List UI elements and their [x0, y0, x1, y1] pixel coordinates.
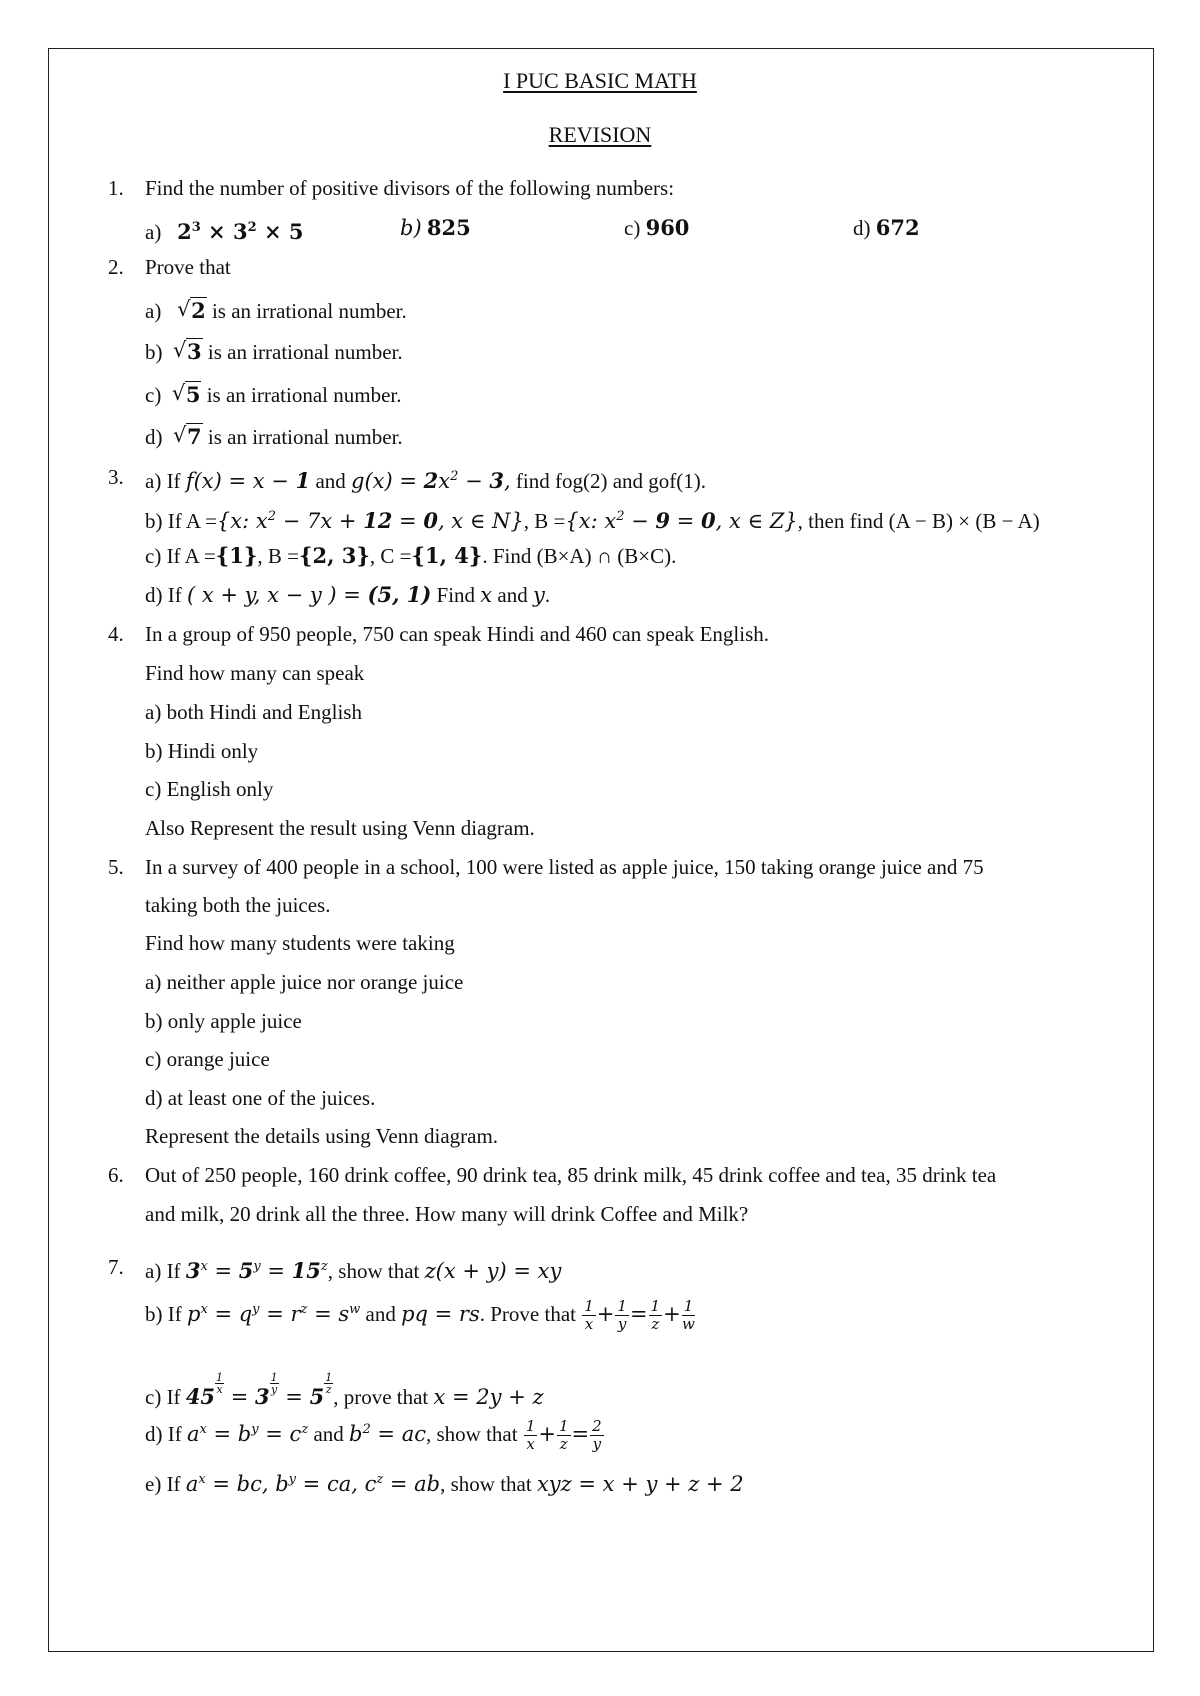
sub-question-a — [145, 297, 407, 325]
sub-question-d: d) If $a^x = b^y = c^z$ and $b^2$ = ac, show that $\frac{1}{x}$ + $\frac{1}{z}$ = $\frac{2}{y}$ — [145, 1416, 605, 1453]
sub-question-b: b) Hindi only — [145, 739, 259, 763]
option-c — [624, 214, 689, 242]
page-border — [48, 48, 1154, 1652]
math-expression: z(x + y) = xy — [424, 1259, 562, 1283]
math-expression: $\frac{1}{x}$ + $\frac{1}{z}$ = $\frac{2}{y}$ — [525, 1417, 602, 1453]
question-text: Out of 250 people, 160 drink coffee, 90 drink tea, 85 drink milk, 45 drink coffee and tea, 35 drink tea — [145, 1163, 997, 1187]
math-expression: $\frac{1}{x}$ + $\frac{1}{y}$ = $\frac{1}{z}$ + $\frac{1}{w}$ — [584, 1297, 695, 1333]
square-root: √ 2 — [177, 297, 207, 325]
math-expression: f(x) = x − 1 — [185, 468, 311, 493]
sub-question-b: b) only apple juice — [145, 1009, 302, 1033]
question-text: and milk, 20 drink all the three. How many will drink Coffee and Milk? — [145, 1202, 749, 1226]
sub-question-text: is an irrational number. — [211, 299, 407, 323]
math-expression: {x: $x^2 - 7x + 12 = 0$, x ∈ N} — [216, 508, 524, 533]
math-expression: {1, 4} — [411, 543, 483, 568]
math-expression: xyz = x + y + z + 2 — [536, 1472, 744, 1496]
square-root: √ 3 — [173, 338, 203, 366]
option-d — [853, 214, 920, 242]
math-expression: 45 $\frac{1}{x}$ = 3 $\frac{1}{y}$ = 5 $\frac{1}{z}$ — [185, 1371, 333, 1409]
option-label: a) — [145, 220, 162, 244]
sub-question-d: d) If ( x + y, x − y ) = (5, 1) Find x and y. — [145, 582, 551, 607]
sub-question-text: is an irrational number. — [207, 340, 403, 364]
question-text: Find how many students were taking — [145, 931, 455, 955]
sub-question-text: is an irrational number. — [206, 383, 402, 407]
option-b — [400, 214, 471, 242]
sub-question-c: c) English only — [145, 777, 274, 801]
option-label: c) — [145, 383, 162, 407]
sub-question-d: d) at least one of the juices. — [145, 1086, 376, 1110]
sub-question-a: a) neither apple juice nor orange juice — [145, 970, 464, 994]
question-number: 1. — [108, 176, 124, 200]
option-a — [145, 214, 303, 246]
math-expression: $2^3 \times 3^2 \times 5$ — [177, 219, 304, 244]
math-expression: pq = rs — [401, 1302, 480, 1326]
question-text: Find how many can speak — [145, 661, 365, 685]
sub-question-b: b) If A ={x: $x^2 - 7x + 12 = 0$, x ∈ N}, B ={x: $x^2 - 9 = 0$, x ∈ Z}, then find (A − B) × (B − A) — [145, 508, 1040, 533]
option-label: d) — [853, 216, 871, 240]
sub-question-b: b) If $p^x = q^y = r^z = s^w$ and pq = rs. Prove that $\frac{1}{x}$ + $\frac{1}{y}$ = $\frac{1}{z}$ + $\frac{1}{w}$ — [145, 1297, 695, 1333]
option-label: b) — [400, 216, 422, 240]
question-text: Represent the details using Venn diagram. — [145, 1124, 499, 1148]
page-title: I PUC BASIC MATH — [503, 68, 697, 93]
question-number: 2. — [108, 255, 124, 279]
option-value: 672 — [875, 215, 920, 240]
math-expression: ( x + y, x − y ) = (5, 1) — [186, 582, 432, 607]
math-expression: {2, 3} — [298, 543, 370, 568]
question-number: 5. — [108, 855, 124, 879]
math-expression: {1} — [215, 543, 258, 568]
question-text: Find the number of positive divisors of the following numbers: — [145, 176, 675, 200]
question-text: taking both the juices. — [145, 893, 331, 917]
sub-question-b — [145, 338, 403, 366]
sub-question-e: e) If $a^x$ = bc, $b^y$ = ca, $c^z$ = ab, show that xyz = x + y + z + 2 — [145, 1472, 744, 1496]
math-expression: $b^2$ = ac — [349, 1422, 426, 1446]
sub-question-a: a) If f(x) = x − 1 and $g(x) = 2x^2 - 3$, find fog(2) and gof(1). — [145, 468, 707, 493]
square-root: √ 7 — [173, 423, 203, 451]
math-expression: $3^x = 5^y = 15^z$ — [185, 1258, 328, 1283]
math-expression: $a^x = b^y = c^z$ — [186, 1422, 309, 1446]
option-label: c) — [624, 216, 641, 240]
sub-question-c: c) orange juice — [145, 1047, 270, 1071]
question-number: 6. — [108, 1163, 124, 1187]
question-text: In a group of 950 people, 750 can speak Hindi and 460 can speak English. — [145, 622, 770, 646]
square-root: √ 5 — [172, 381, 202, 409]
question-number: 4. — [108, 622, 124, 646]
page-subtitle: REVISION — [548, 122, 652, 147]
math-expression: x = 2y + z — [433, 1385, 544, 1409]
sub-question-c: c) If 45 $\frac{1}{x}$ = 3 $\frac{1}{y}$ = 5 $\frac{1}{z}$ , prove that x = 2y + z — [145, 1371, 544, 1409]
question-text: In a survey of 400 people in a school, 100 were listed as apple juice, 150 taking orange juice and 75 — [145, 855, 984, 879]
sub-question-c: c) If A ={1}, B ={2, 3}, C ={1, 4}. Find (B×A) ∩ (B×C). — [145, 543, 677, 568]
sub-question-d — [145, 423, 403, 451]
option-label: b) — [145, 340, 163, 364]
question-text: Also Represent the result using Venn diagram. — [145, 816, 535, 840]
option-label: a) — [145, 299, 162, 323]
option-value: 960 — [645, 215, 690, 240]
sub-question-a: a) both Hindi and English — [145, 700, 362, 724]
math-expression: $p^x = q^y = r^z = s^w$ — [186, 1302, 361, 1326]
option-value: 825 — [426, 215, 471, 240]
sub-question-c — [145, 381, 402, 409]
question-number: 3. — [108, 465, 124, 489]
option-label: d) — [145, 425, 163, 449]
sub-question-a: a) If $3^x = 5^y = 15^z$, show that z(x + y) = xy — [145, 1258, 562, 1283]
math-expression: {x: $x^2 - 9 = 0$, x ∈ Z} — [565, 508, 798, 533]
question-text: Prove that — [145, 255, 231, 279]
math-expression: $g(x) = 2x^2 - 3$, — [351, 468, 511, 493]
question-number: 7. — [108, 1255, 124, 1279]
math-expression: $a^x$ = bc, $b^y$ = ca, $c^z$ = ab — [185, 1472, 441, 1496]
sub-question-text: is an irrational number. — [207, 425, 403, 449]
